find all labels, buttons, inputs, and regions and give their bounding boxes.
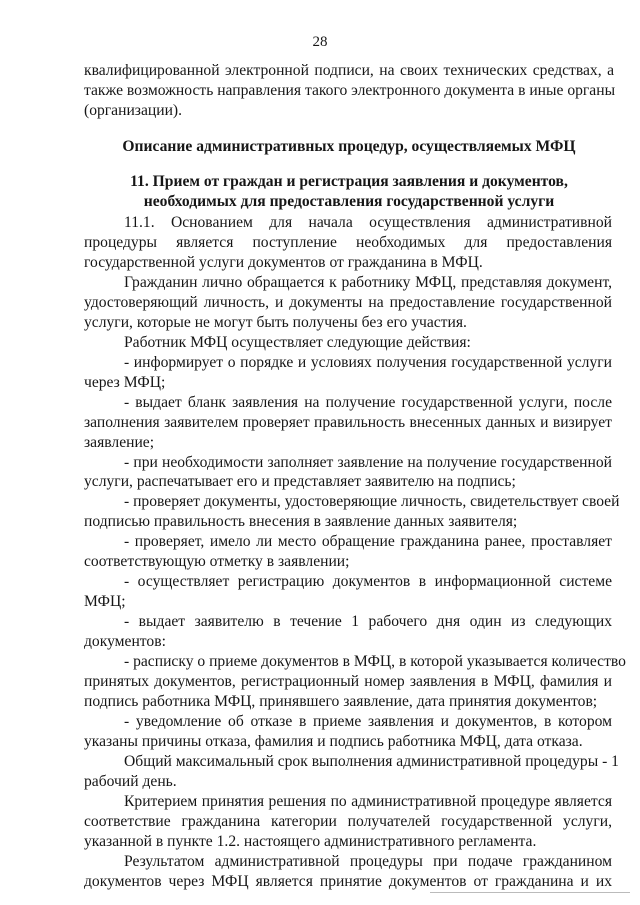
subsection-heading: необходимых для предоставления государственной услуги xyxy=(143,193,555,210)
text-line: принятых документов, регистрационный номер заявления в МФЦ, фамилия и xyxy=(84,673,612,690)
text-line: - проверяет, имело ли место обращение гражданина ранее, проставляет xyxy=(124,533,612,550)
text-line: указаны причины отказа, фамилия и подпись работника МФЦ, дата отказа. xyxy=(84,733,583,750)
text-line: заявление; xyxy=(84,434,155,451)
text-line: соответствие гражданина категории получателей государственной услуги, xyxy=(84,813,612,830)
text-line: соответствующую отметку в заявлении; xyxy=(84,553,350,570)
text-line: Работник МФЦ осуществляет следующие действия: xyxy=(124,334,471,351)
text-line: квалифицированной электронной подписи, на своих технических средствах, а xyxy=(84,62,614,79)
text-line: - уведомление об отказе в приеме заявления и документов, в котором xyxy=(124,713,612,730)
text-line: Общий максимальный срок выполнения административной процедуры - 1 xyxy=(124,753,619,770)
text-line: заполнения заявителем проверяет правильность внесенных данных и визирует xyxy=(84,414,612,431)
text-line: также возможность направления такого электронного документа в иные органы xyxy=(84,82,616,99)
text-line: МФЦ; xyxy=(84,593,126,610)
text-line: услуги, распечатывает его и представляет заявителю на подпись; xyxy=(84,473,516,490)
text-line: процедуры является поступление необходимых для предоставления xyxy=(84,234,612,251)
text-line: - информирует о порядке и условиях получения государственной услуги xyxy=(124,354,612,371)
subsection-heading: 11. Прием от граждан и регистрация заявления и документов, xyxy=(130,173,568,190)
text-line: 11.1. Основанием для начала осуществления административной xyxy=(124,214,612,231)
text-line: документов через МФЦ является принятие документов от гражданина и их xyxy=(84,873,612,890)
text-line: рабочий день. xyxy=(84,773,177,790)
text-line: (организации). xyxy=(84,102,183,119)
text-line: Гражданин лично обращается к работнику МФЦ, представляя документ, xyxy=(124,274,612,291)
text-line: документов: xyxy=(84,633,166,650)
text-line: - проверяет документы, удостоверяющие личность, свидетельствует своей xyxy=(124,493,620,510)
text-line: через МФЦ; xyxy=(84,374,166,391)
scan-edge-line xyxy=(430,892,630,893)
text-line: услуги, которые не могут быть получены без его участия. xyxy=(84,314,467,331)
text-line: подписью правильность внесения в заявление данных заявителя; xyxy=(84,513,518,530)
text-line: удостоверяющий личность, и документы на предоставление государственной xyxy=(84,294,612,311)
text-line: Критерием принятия решения по административной процедуре является xyxy=(124,793,612,810)
text-line: государственной услуги документов от гражданина в МФЦ. xyxy=(84,254,483,271)
page-number: 28 xyxy=(312,34,328,50)
section-heading: Описание административных процедур, осуществляемых МФЦ xyxy=(122,138,576,155)
text-line: - расписку о приеме документов в МФЦ, в которой указывается количество xyxy=(124,653,626,670)
text-line: - выдает заявителю в течение 1 рабочего дня один из следующих xyxy=(124,613,612,630)
text-line: - выдает бланк заявления на получение государственной услуги, после xyxy=(124,394,612,411)
text-line: - при необходимости заполняет заявление на получение государственной xyxy=(124,454,612,471)
text-line: подпись работника МФЦ, принявшего заявление, дата принятия документов; xyxy=(84,693,598,710)
text-line: указанной в пункте 1.2. настоящего административного регламента. xyxy=(84,833,537,850)
text-line: - осуществляет регистрацию документов в информационной системе xyxy=(124,573,612,590)
text-line: Результатом административной процедуры при подаче гражданином xyxy=(124,853,612,870)
